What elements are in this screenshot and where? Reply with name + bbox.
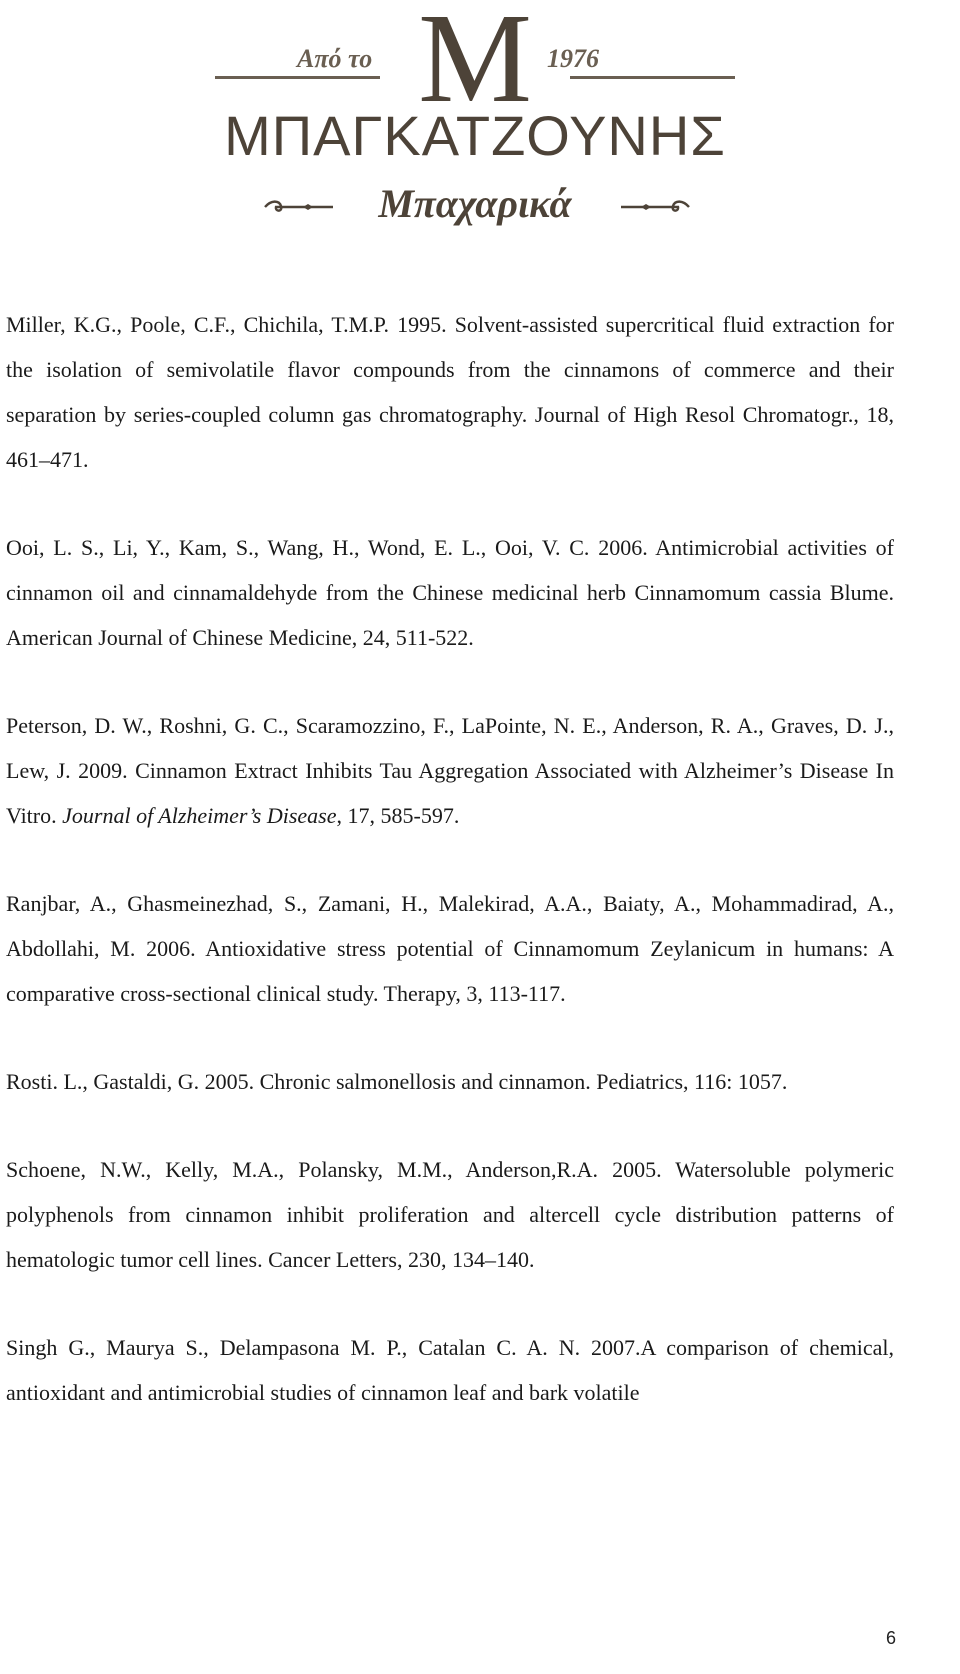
logo-brand-name: ΜΠΑΓΚΑΤΖΟΥΝΗΣ [224,104,726,167]
logo-rule-left [215,76,380,79]
flourish-right-icon [619,200,691,214]
reference-entry [6,1325,894,1415]
logo-monogram: M [418,0,532,129]
logo-rule-right [570,76,735,79]
reference-entry [6,302,894,482]
reference-entry [6,525,894,660]
reference-text: Ooi, L. S., Li, Y., Kam, S., Wang, H., Wond, E. L., Ooi, V. C. 2006. Antimicrobial activities of cinnamon oil and cinnamaldehyde from the Chinese medicinal herb Cinnamomum cassia Blume. American Journal of Chinese Medicine, 24, 511-522. [6,535,894,650]
page-number: 6 [885,1628,896,1648]
reference-text: Miller, K.G., Poole, C.F., Chichila, T.M.P. 1995. Solvent-assisted supercritical fluid extraction for the isolation of semivolatile flavor compounds from the cinnamons of commerce and their separation by series-coupled column gas chromatography. Journal of High Resol Chromatogr., 18, 461–471. [6,312,894,472]
reference-text: Singh G., Maurya S., Delampasona M. P., Catalan C. A. N. 2007.A comparison of chemical, antioxidant and antimicrobial studies of cinnamon leaf and bark volatile [6,1335,894,1405]
reference-list [6,302,894,1458]
reference-journal: Journal of Alzheimer’s Disease [62,803,337,828]
logo-since-prefix: Από το [297,44,373,73]
reference-text: Ranjbar, A., Ghasmeinezhad, S., Zamani, H., Malekirad, A.A., Baiaty, A., Mohammadirad, A., Abdollahi, M. 2006. Antioxidative stress potential of Cinnamomum Zeylanicum in humans: A comparative cross-sectional clinical study. Therapy, 3, 113-117. [6,891,894,1006]
reference-entry [6,881,894,1016]
reference-text: Peterson, D. W., Roshni, G. C., Scaramozzino, F., LaPointe, N. E., Anderson, R. A., Graves, D. J., Lew, J. 2009. Cinnamon Extract Inhibits Tau Aggregation Associated with Alzheimer’s Disease In Vitro. [6,713,894,828]
reference-entry [6,1147,894,1282]
logo-since-year: 1976 [547,44,599,73]
reference-entry [6,1059,894,1104]
company-logo [185,0,765,240]
logo-tagline: Μπαχαρικά [378,181,572,226]
reference-text: Schoene, N.W., Kelly, M.A., Polansky, M.M., Anderson,R.A. 2005. Watersoluble polymeric polyphenols from cinnamon inhibit proliferation and altercell cycle distribution patterns of hematologic tumor cell lines. Cancer Letters, 230, 134–140. [6,1157,894,1272]
reference-text-tail: , 17, 585-597. [336,803,460,828]
reference-text: Rosti. L., Gastaldi, G. 2005. Chronic salmonellosis and cinnamon. Pediatrics, 116: 1057. [6,1069,788,1094]
reference-entry [6,703,894,838]
